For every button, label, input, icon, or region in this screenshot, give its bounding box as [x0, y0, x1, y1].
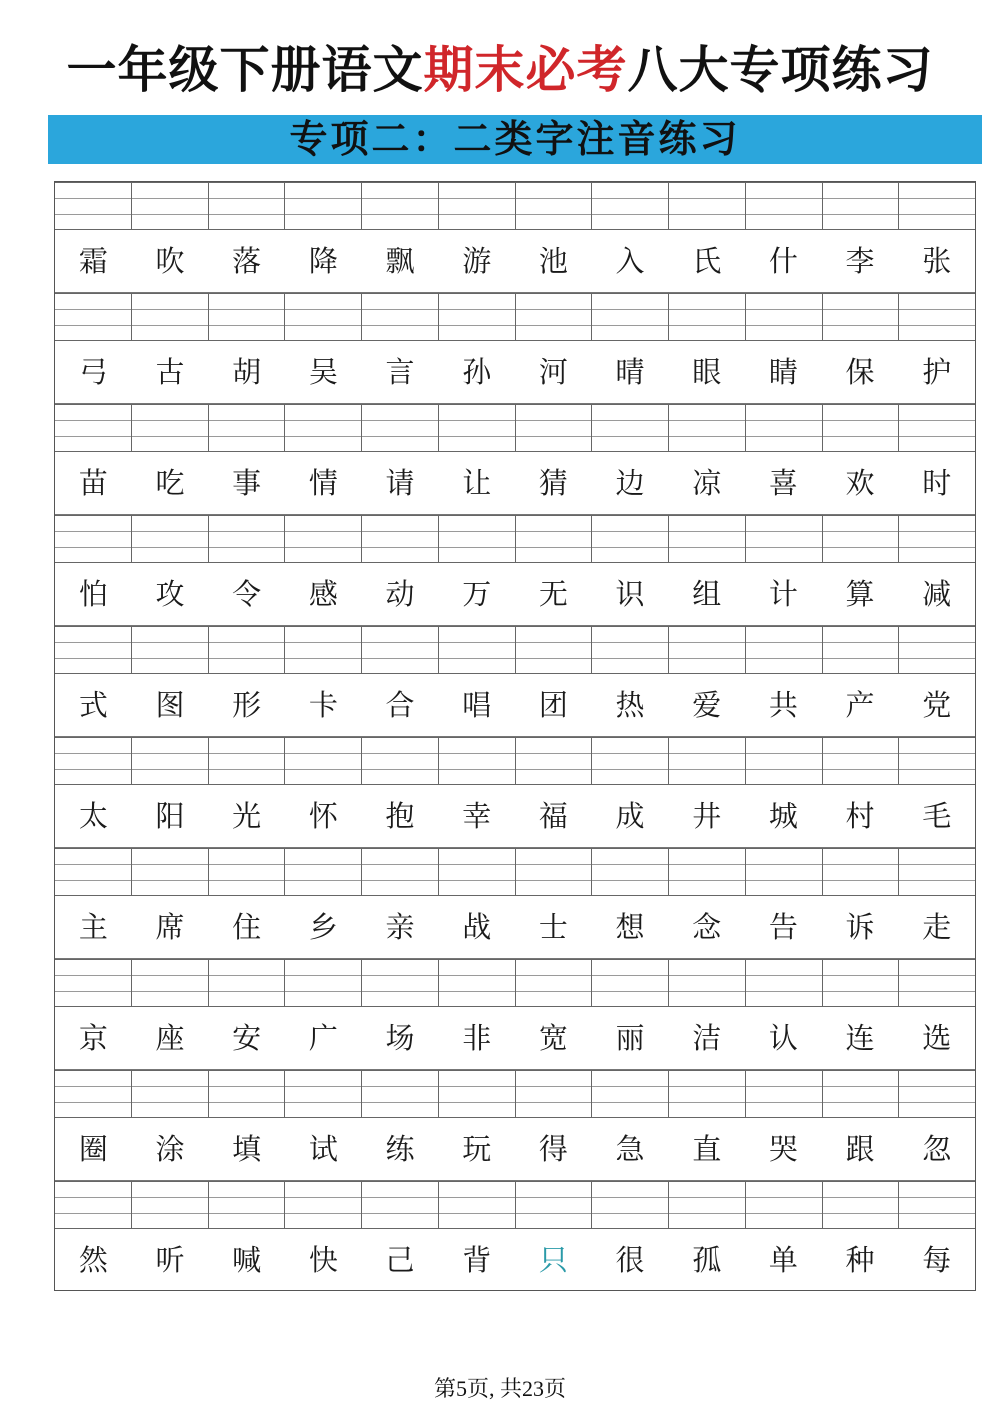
hanzi-character: 爱 [692, 688, 722, 722]
pinyin-cell [746, 737, 823, 785]
pinyin-writing-lines [55, 182, 975, 230]
pinyin-cell [669, 515, 746, 563]
pinyin-cell [209, 848, 286, 896]
hanzi-character: 算 [845, 577, 875, 611]
pinyin-cell [209, 1181, 286, 1229]
pinyin-cell [285, 515, 362, 563]
hanzi-character: 京 [78, 1021, 108, 1055]
pinyin-cell [362, 737, 439, 785]
pinyin-cell [439, 404, 516, 452]
hanzi-character: 圈 [78, 1132, 108, 1166]
pinyin-cell [746, 293, 823, 341]
hanzi-character: 凉 [692, 466, 722, 500]
hanzi-character: 情 [308, 466, 338, 500]
pinyin-cell [823, 959, 900, 1007]
hanzi-character: 试 [308, 1132, 338, 1166]
hanzi-character: 李 [845, 244, 875, 278]
pinyin-cell [285, 959, 362, 1007]
hanzi-character: 晴 [615, 355, 645, 389]
hanzi-character: 让 [462, 466, 492, 500]
pinyin-cell [285, 1181, 362, 1229]
pinyin-cell [55, 293, 132, 341]
pinyin-cell [132, 848, 209, 896]
pinyin-cell [209, 293, 286, 341]
pinyin-cell [823, 848, 900, 896]
hanzi-character: 念 [692, 910, 722, 944]
pinyin-cell [209, 1070, 286, 1118]
pinyin-cell [899, 182, 975, 230]
hanzi-character: 喜 [768, 466, 798, 500]
hanzi-character: 组 [692, 577, 722, 611]
hanzi-character: 己 [385, 1243, 415, 1277]
hanzi-character: 直 [692, 1132, 722, 1166]
pinyin-cell [823, 293, 900, 341]
pinyin-cell [362, 182, 439, 230]
pinyin-cell [285, 737, 362, 785]
character-line [55, 1118, 975, 1181]
hanzi-character: 走 [922, 910, 952, 944]
hanzi-character: 池 [538, 244, 568, 278]
pinyin-writing-lines [55, 626, 975, 674]
hanzi-character: 幸 [462, 799, 492, 833]
pinyin-cell [132, 404, 209, 452]
hanzi-character: 团 [538, 688, 568, 722]
pinyin-cell [669, 626, 746, 674]
hanzi-character: 得 [538, 1132, 568, 1166]
hanzi-character: 乡 [308, 910, 338, 944]
hanzi-character: 涂 [155, 1132, 185, 1166]
hanzi-character: 席 [155, 910, 185, 944]
hanzi-character: 河 [538, 355, 568, 389]
pinyin-cell [362, 626, 439, 674]
hanzi-character: 练 [385, 1132, 415, 1166]
hanzi-character: 怕 [78, 577, 108, 611]
pinyin-cell [439, 293, 516, 341]
hanzi-character: 毛 [922, 799, 952, 833]
pinyin-cell [669, 1181, 746, 1229]
pinyin-cell [362, 1070, 439, 1118]
hanzi-character: 福 [538, 799, 568, 833]
hanzi-character: 很 [615, 1243, 645, 1277]
pinyin-cell [746, 404, 823, 452]
pinyin-cell [132, 737, 209, 785]
hanzi-character: 什 [768, 244, 798, 278]
hanzi-character: 降 [308, 244, 338, 278]
pinyin-cell [669, 1070, 746, 1118]
pinyin-cell [899, 848, 975, 896]
pinyin-cell [823, 404, 900, 452]
pinyin-cell [516, 404, 593, 452]
pinyin-cell [516, 1070, 593, 1118]
pinyin-writing-lines [55, 959, 975, 1007]
hanzi-character: 光 [232, 799, 262, 833]
pinyin-cell [209, 959, 286, 1007]
pinyin-cell [746, 515, 823, 563]
practice-row [55, 1181, 975, 1292]
pinyin-writing-lines [55, 737, 975, 785]
practice-row [55, 626, 975, 737]
pinyin-cell [746, 848, 823, 896]
pinyin-cell [362, 1181, 439, 1229]
pinyin-cell [669, 959, 746, 1007]
hanzi-character: 丽 [615, 1021, 645, 1055]
pinyin-cell [55, 626, 132, 674]
pinyin-cell [132, 959, 209, 1007]
practice-grid [54, 181, 976, 1291]
pinyin-writing-lines [55, 515, 975, 563]
hanzi-character: 每 [922, 1243, 952, 1277]
pinyin-cell [55, 1070, 132, 1118]
hanzi-character: 背 [462, 1243, 492, 1277]
pinyin-cell [209, 182, 286, 230]
hanzi-character: 胡 [232, 355, 262, 389]
pinyin-cell [55, 182, 132, 230]
hanzi-character: 怀 [308, 799, 338, 833]
pinyin-cell [669, 182, 746, 230]
pinyin-cell [592, 182, 669, 230]
hanzi-character: 霜 [78, 244, 108, 278]
hanzi-character: 张 [922, 244, 952, 278]
pinyin-cell [516, 737, 593, 785]
pinyin-cell [55, 404, 132, 452]
hanzi-character: 氏 [692, 244, 722, 278]
hanzi-character: 急 [615, 1132, 645, 1166]
pinyin-cell [209, 515, 286, 563]
hanzi-character: 减 [922, 577, 952, 611]
pinyin-cell [592, 1181, 669, 1229]
practice-row [55, 293, 975, 404]
hanzi-character: 共 [768, 688, 798, 722]
character-line [55, 674, 975, 737]
hanzi-character: 连 [845, 1021, 875, 1055]
hanzi-character: 告 [768, 910, 798, 944]
hanzi-character: 猜 [538, 466, 568, 500]
hanzi-character: 太 [78, 799, 108, 833]
hanzi-character: 孤 [692, 1243, 722, 1277]
pinyin-cell [746, 959, 823, 1007]
hanzi-character: 听 [155, 1243, 185, 1277]
hanzi-character: 言 [385, 355, 415, 389]
hanzi-character: 座 [155, 1021, 185, 1055]
character-line [55, 1007, 975, 1070]
hanzi-character: 古 [155, 355, 185, 389]
pinyin-cell [746, 626, 823, 674]
hanzi-character: 玩 [462, 1132, 492, 1166]
pinyin-cell [209, 737, 286, 785]
pinyin-cell [285, 404, 362, 452]
hanzi-character: 住 [232, 910, 262, 944]
title-part-1: 一年级下册语文 [66, 41, 424, 99]
pinyin-cell [746, 1181, 823, 1229]
hanzi-character: 亲 [385, 910, 415, 944]
hanzi-character: 眼 [692, 355, 722, 389]
practice-row [55, 848, 975, 959]
pinyin-cell [823, 1070, 900, 1118]
hanzi-character: 形 [232, 688, 262, 722]
pinyin-cell [132, 293, 209, 341]
hanzi-character: 攻 [155, 577, 185, 611]
pinyin-cell [516, 515, 593, 563]
hanzi-character: 唱 [462, 688, 492, 722]
pinyin-cell [516, 848, 593, 896]
pinyin-writing-lines [55, 848, 975, 896]
character-line [55, 563, 975, 626]
page-title [0, 38, 1000, 102]
hanzi-character: 万 [462, 577, 492, 611]
pinyin-cell [823, 1181, 900, 1229]
pinyin-cell [439, 515, 516, 563]
pinyin-cell [285, 293, 362, 341]
character-line [55, 896, 975, 959]
character-line [55, 452, 975, 515]
pinyin-cell [592, 293, 669, 341]
hanzi-character: 苗 [78, 466, 108, 500]
pinyin-cell [669, 737, 746, 785]
pinyin-cell [362, 293, 439, 341]
hanzi-character: 哭 [768, 1132, 798, 1166]
hanzi-character: 想 [615, 910, 645, 944]
pinyin-cell [439, 1070, 516, 1118]
pinyin-cell [823, 182, 900, 230]
hanzi-character: 边 [615, 466, 645, 500]
pinyin-cell [132, 1070, 209, 1118]
pinyin-cell [362, 959, 439, 1007]
hanzi-character: 睛 [768, 355, 798, 389]
pinyin-cell [746, 1070, 823, 1118]
pinyin-cell [669, 293, 746, 341]
hanzi-character: 认 [768, 1021, 798, 1055]
page-number: 第5页, 共23页 [433, 1376, 566, 1401]
hanzi-character: 吃 [155, 466, 185, 500]
hanzi-character: 热 [615, 688, 645, 722]
hanzi-character: 村 [845, 799, 875, 833]
hanzi-character: 识 [615, 577, 645, 611]
pinyin-cell [439, 626, 516, 674]
pinyin-cell [899, 1070, 975, 1118]
section-banner [48, 115, 982, 164]
hanzi-character: 快 [308, 1243, 338, 1277]
hanzi-character: 场 [385, 1021, 415, 1055]
practice-row [55, 404, 975, 515]
section-subtitle: 专项二：二类字注音练习 [289, 117, 741, 161]
hanzi-character: 成 [615, 799, 645, 833]
pinyin-cell [516, 626, 593, 674]
hanzi-character: 动 [385, 577, 415, 611]
hanzi-character: 单 [768, 1243, 798, 1277]
pinyin-cell [285, 182, 362, 230]
hanzi-character: 吹 [155, 244, 185, 278]
pinyin-cell [439, 1181, 516, 1229]
pinyin-cell [899, 293, 975, 341]
hanzi-character: 卡 [308, 688, 338, 722]
pinyin-cell [746, 182, 823, 230]
pinyin-cell [823, 515, 900, 563]
pinyin-cell [516, 1181, 593, 1229]
hanzi-character: 落 [232, 244, 262, 278]
hanzi-character: 感 [308, 577, 338, 611]
pinyin-cell [592, 848, 669, 896]
hanzi-character: 孙 [462, 355, 492, 389]
hanzi-character: 合 [385, 688, 415, 722]
practice-row [55, 737, 975, 848]
pinyin-cell [132, 515, 209, 563]
hanzi-character: 抱 [385, 799, 415, 833]
practice-row [55, 182, 975, 293]
pinyin-cell [439, 848, 516, 896]
hanzi-character: 非 [462, 1021, 492, 1055]
pinyin-cell [362, 848, 439, 896]
pinyin-cell [285, 626, 362, 674]
hanzi-character: 入 [615, 244, 645, 278]
title-part-2: 八大专项练习 [627, 41, 934, 99]
pinyin-cell [209, 404, 286, 452]
hanzi-character: 井 [692, 799, 722, 833]
pinyin-cell [669, 848, 746, 896]
pinyin-cell [55, 959, 132, 1007]
hanzi-character: 种 [845, 1243, 875, 1277]
character-line [55, 341, 975, 404]
practice-row [55, 1070, 975, 1181]
pinyin-cell [899, 737, 975, 785]
hanzi-character: 宽 [538, 1021, 568, 1055]
pinyin-cell [899, 626, 975, 674]
pinyin-cell [592, 737, 669, 785]
hanzi-character: 保 [845, 355, 875, 389]
hanzi-character: 士 [538, 910, 568, 944]
practice-row [55, 515, 975, 626]
pinyin-cell [516, 293, 593, 341]
pinyin-cell [285, 1070, 362, 1118]
pinyin-cell [132, 1181, 209, 1229]
hanzi-character: 飘 [385, 244, 415, 278]
hanzi-character: 式 [78, 688, 108, 722]
hanzi-character: 跟 [845, 1132, 875, 1166]
hanzi-character: 喊 [232, 1243, 262, 1277]
pinyin-cell [516, 182, 593, 230]
character-line [55, 230, 975, 293]
title-accent: 期末必考 [423, 41, 628, 99]
hanzi-character: 请 [385, 466, 415, 500]
pinyin-cell [669, 404, 746, 452]
pinyin-cell [899, 1181, 975, 1229]
pinyin-cell [362, 404, 439, 452]
hanzi-character: 填 [232, 1132, 262, 1166]
hanzi-character: 诉 [845, 910, 875, 944]
pinyin-cell [362, 515, 439, 563]
character-line [55, 785, 975, 848]
pinyin-cell [439, 959, 516, 1007]
pinyin-cell [899, 959, 975, 1007]
pinyin-cell [55, 1181, 132, 1229]
character-line [55, 1229, 975, 1292]
hanzi-character: 弓 [78, 355, 108, 389]
pinyin-cell [516, 959, 593, 1007]
pinyin-cell [132, 626, 209, 674]
hanzi-character: 吴 [308, 355, 338, 389]
pinyin-writing-lines [55, 293, 975, 341]
hanzi-character: 只 [538, 1243, 568, 1277]
pinyin-writing-lines [55, 1070, 975, 1118]
hanzi-character: 护 [922, 355, 952, 389]
pinyin-cell [439, 737, 516, 785]
hanzi-character: 游 [462, 244, 492, 278]
pinyin-cell [592, 626, 669, 674]
hanzi-character: 广 [308, 1021, 338, 1055]
pinyin-cell [209, 626, 286, 674]
hanzi-character: 安 [232, 1021, 262, 1055]
hanzi-character: 战 [462, 910, 492, 944]
pinyin-cell [55, 515, 132, 563]
hanzi-character: 产 [845, 688, 875, 722]
hanzi-character: 令 [232, 577, 262, 611]
hanzi-character: 忽 [922, 1132, 952, 1166]
pinyin-cell [592, 515, 669, 563]
hanzi-character: 党 [922, 688, 952, 722]
pinyin-cell [899, 515, 975, 563]
practice-row [55, 959, 975, 1070]
pinyin-writing-lines [55, 404, 975, 452]
hanzi-character: 图 [155, 688, 185, 722]
hanzi-character: 然 [78, 1243, 108, 1277]
hanzi-character: 洁 [692, 1021, 722, 1055]
pinyin-cell [592, 1070, 669, 1118]
hanzi-character: 无 [538, 577, 568, 611]
hanzi-character: 城 [768, 799, 798, 833]
pinyin-cell [439, 182, 516, 230]
hanzi-character: 计 [768, 577, 798, 611]
hanzi-character: 欢 [845, 466, 875, 500]
pinyin-cell [132, 182, 209, 230]
pinyin-cell [592, 404, 669, 452]
pinyin-cell [823, 737, 900, 785]
pinyin-cell [899, 404, 975, 452]
hanzi-character: 时 [922, 466, 952, 500]
pinyin-cell [823, 626, 900, 674]
pinyin-cell [55, 848, 132, 896]
pinyin-writing-lines [55, 1181, 975, 1229]
hanzi-character: 选 [922, 1021, 952, 1055]
hanzi-character: 事 [232, 466, 262, 500]
pinyin-cell [592, 959, 669, 1007]
hanzi-character: 阳 [155, 799, 185, 833]
hanzi-character: 主 [78, 910, 108, 944]
pinyin-cell [285, 848, 362, 896]
pinyin-cell [55, 737, 132, 785]
